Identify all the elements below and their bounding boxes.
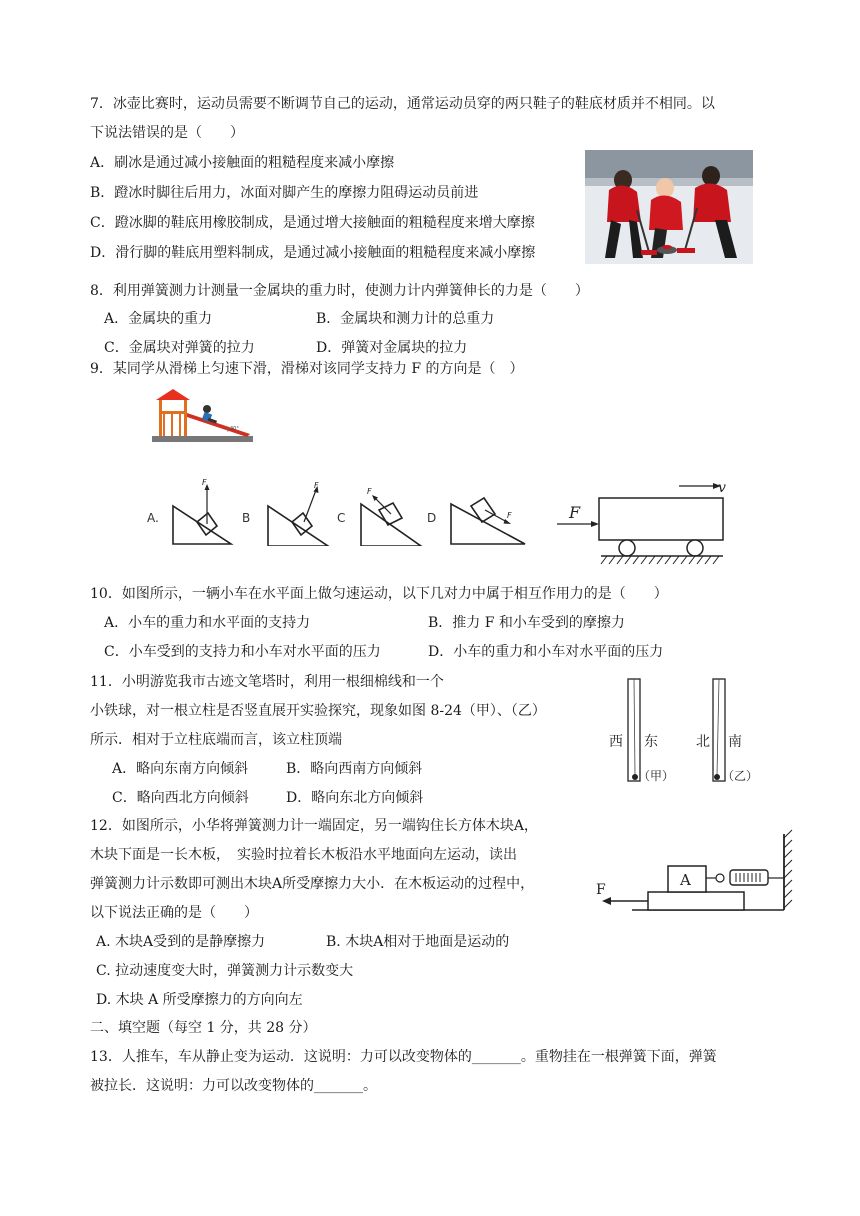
- q9-choice-c-force: F: [367, 487, 372, 496]
- slide-illustration: [150, 388, 255, 444]
- slide-angle-label: 30°: [230, 426, 239, 432]
- q11-option-b: B．略向西南方向倾斜: [286, 761, 423, 777]
- q13-line1: 13．人推车，车从静止变为运动．这说明：力可以改变物体的_______。重物挂在一根弹簧下面，弹簧: [90, 1049, 717, 1065]
- q11-option-c: C．略向西北方向倾斜: [112, 790, 249, 806]
- pull-force-label: F: [596, 882, 606, 898]
- label-north: 北: [696, 734, 710, 750]
- curling-photo: [585, 150, 753, 264]
- q7-option-a: A．刷冰是通过减小接触面的粗糙程度来减小摩擦: [90, 155, 395, 171]
- q8-option-d: D．弹簧对金属块的拉力: [316, 340, 468, 356]
- q7-option-b: B．蹬冰时脚往后用力，冰面对脚产生的摩擦力阻碍运动员前进: [90, 185, 479, 201]
- block-a-label: A: [680, 871, 691, 889]
- q8-option-c: C．金属块对弹簧的拉力: [104, 340, 255, 356]
- q11-stem-line1: 11．小明游览我市古迹文笔塔时，利用一根细棉线和一个: [90, 674, 444, 690]
- q11-option-a: A．略向东南方向倾斜: [112, 761, 249, 777]
- q9-choice-b: [240, 476, 335, 546]
- q7-stem-line1: 7．冰壶比赛时，运动员需要不断调节自己的运动，通常运动员穿的两只鞋子的鞋底材质并不相同。以: [90, 96, 715, 112]
- q9-choice-a-letter: A.: [147, 511, 159, 525]
- q7-option-d: D．滑行脚的鞋底用塑料制成，是通过减小接触面的粗糙程度来减小摩擦: [90, 245, 536, 261]
- q12-option-a: A. 木块A受到的是静摩擦力: [96, 934, 266, 950]
- q8-option-a: A．金属块的重力: [104, 311, 213, 327]
- q8-option-b: B．金属块和测力计的总重力: [316, 311, 495, 327]
- q7-stem-line2: 下说法错误的是（ ）: [90, 125, 244, 141]
- q9-choice-a-force: F: [202, 478, 207, 487]
- q9-choice-d-letter: D: [427, 511, 437, 525]
- q12-option-c: C. 拉动速度变大时，弹簧测力计示数变大: [96, 963, 354, 979]
- q8-stem: 8．利用弹簧测力计测量一金属块的重力时，使测力计内弹簧伸长的力是（ ）: [90, 283, 589, 299]
- section-two-title: 二、填空题（每空 1 分，共 28 分）: [90, 1020, 317, 1036]
- q11-stem-line2: 小铁球，对一根立柱是否竖直展开实验探究，现象如图 8-24（甲）、（乙）: [90, 703, 546, 719]
- q10-option-d: D．小车的重力和小车对水平面的压力: [428, 644, 664, 660]
- q9-choice-b-force: F: [314, 481, 319, 490]
- q10-option-c: C．小车受到的支持力和小车对水平面的压力: [104, 644, 381, 660]
- q9-choice-b-letter: B: [242, 511, 251, 525]
- q11-option-d: D．略向东北方向倾斜: [286, 790, 424, 806]
- cart-force-label: F: [569, 503, 581, 522]
- q10-option-a: A．小车的重力和水平面的支持力: [104, 615, 311, 631]
- q12-stem-line3: 弹簧测力计示数即可测出木块A所受摩擦力大小．在木板运动的过程中，: [90, 876, 535, 892]
- q12-option-d: D. 木块 A 所受摩擦力的方向向左: [96, 992, 303, 1008]
- label-jia: （甲）: [638, 769, 675, 783]
- q9-choice-d: [425, 476, 535, 546]
- label-yi: （乙）: [722, 769, 759, 783]
- cart-velocity-label: v: [718, 480, 726, 496]
- plumb-line-figure: [608, 676, 778, 786]
- label-west: 西: [609, 734, 623, 750]
- q12-option-b: B. 木块A相对于地面是运动的: [326, 934, 510, 950]
- q9-choice-d-force: F: [507, 511, 512, 520]
- q9-stem: 9．某同学从滑梯上匀速下滑，滑梯对该同学支持力 F 的方向是（ ）: [90, 361, 524, 377]
- label-east: 东: [644, 734, 658, 750]
- q10-option-b: B．推力 F 和小车受到的摩擦力: [428, 615, 625, 631]
- q9-choice-a: [145, 476, 235, 546]
- q11-stem-line3: 所示．相对于立柱底端而言，该立柱顶端: [90, 732, 342, 748]
- q13-line2: 被拉长．这说明：力可以改变物体的_______。: [90, 1078, 377, 1094]
- q7-option-c: C．蹬冰脚的鞋底用橡胶制成，是通过增大接触面的粗糙程度来增大摩擦: [90, 215, 535, 231]
- q12-stem-line1: 12．如图所示，小华将弹簧测力计一端固定，另一端钩住长方体木块A，: [90, 818, 538, 834]
- cart-diagram: [555, 474, 745, 568]
- q9-choice-c-letter: C: [337, 511, 346, 525]
- q12-stem-line4: 以下说法正确的是（ ）: [90, 905, 258, 921]
- label-south: 南: [728, 734, 742, 750]
- q9-choice-c: [335, 476, 430, 546]
- q12-stem-line2: 木块下面是一长木板， 实验时拉着长木板沿水平地面向左运动，读出: [90, 847, 517, 863]
- friction-apparatus: [594, 812, 800, 916]
- q10-stem: 10．如图所示，一辆小车在水平面上做匀速运动，以下几对力中属于相互作用力的是（ ）: [90, 586, 668, 602]
